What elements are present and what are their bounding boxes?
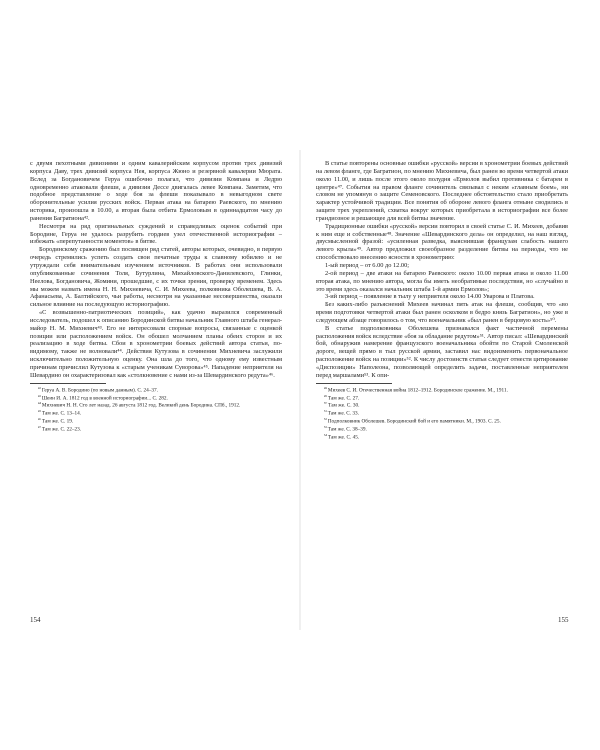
footnote-number: ⁴⁷ bbox=[38, 425, 41, 431]
footnote-number: ⁵⁰ bbox=[324, 401, 328, 407]
right-page-body bbox=[316, 160, 568, 380]
footnote-number: ⁵⁴ bbox=[324, 432, 327, 438]
footnote-number: ⁴⁵ bbox=[38, 409, 41, 415]
left-paragraph-2: Несмотря на ряд оригинальных суждений и справедливых оценок событий при Бородине, Геруа не удалось разрубить гордиев узел отечественной историографии – избежать «перепутанности моментов» в битве. bbox=[30, 222, 282, 246]
footnote bbox=[30, 386, 282, 394]
footnote-text: Там же. С. 27. bbox=[327, 395, 360, 402]
left-footnotes bbox=[30, 383, 282, 433]
footnote-number: ⁴⁴ bbox=[38, 401, 41, 407]
footnote-text: Подполковник Оболешев. Бородинский бой и его памятники. М., 1903. С. 25. bbox=[327, 418, 501, 425]
right-paragraph-2: Традиционные ошибки «русской» версии повторил в своей статье С. И. Михеев, добавив к ним еще и собственные⁴⁸. Значение «Шевардинского дела» он определил, на наш взгляд, двусмысленной фразой: «усиленная разведка, выяснившая французам слабость нашего левого крыла»⁴⁹. Автор предложил своеобразное разделение битвы на периоды, что не способствовало внесению ясности в хронометрию: bbox=[316, 222, 568, 262]
footnote-text: Там же. С. 22–23. bbox=[41, 426, 82, 433]
footnote-text: Там же. С. 33. bbox=[327, 410, 359, 417]
page-number-left: 154 bbox=[30, 616, 41, 624]
footnote-number: ⁴⁶ bbox=[38, 417, 41, 423]
footnote-text: Геруа А. В. Бородино (по новым данным). С. 24–37. bbox=[41, 387, 158, 394]
footnote bbox=[316, 409, 568, 417]
footnote bbox=[316, 394, 568, 402]
footnote bbox=[30, 401, 282, 409]
footnote-number: ⁵³ bbox=[324, 425, 327, 431]
footnote-number: ⁴⁸ bbox=[324, 385, 327, 391]
period-item-3: 3-ий период – появление в тылу у неприятеля около 14.00 Уварова и Платова. bbox=[325, 293, 535, 301]
left-paragraph-1: с двумя пехотными дивизиями и одним кавалерийским корпусом против трех дивизий корпуса Даву, трех дивизий корпуса Нея, корпуса Жюно и резервной кавалерии Мюрата. Вслед за Богдановичем Геруа ошибочно полагал, что дивизии Компана и Ледрю одновременно атаковали флеши, а дивизия Дессе двигалась левее Компана. Заметим, что подобное представление о ходе боя за флеши показывало в невыгодном свете оборонительные усилия русских войск. Первая атака на батарею Раевского, по мнению историка, произошла в 10.00, а вторая была отбита Ермоловым в одиннадцатом часу до ранения Багратиона⁴². bbox=[30, 160, 282, 222]
period-item-1: 1-ый период – от 6.00 до 12.00; bbox=[325, 261, 410, 269]
footnote-text: Шеин И. А. 1812 год в военной историографии... С. 282. bbox=[41, 395, 168, 402]
book-gutter bbox=[299, 150, 301, 630]
footnote bbox=[316, 417, 568, 425]
footnote-divider bbox=[316, 383, 392, 384]
footnote-text: Там же. С. 38–39. bbox=[327, 426, 367, 433]
left-page-body bbox=[30, 160, 282, 380]
footnote-number: ⁴² bbox=[38, 385, 41, 391]
right-paragraph-3: Без каких-либо разъяснений Михеев начинал пять атак на флеши, сообщив, что «во время подготовки четвертой атаки был ранен осколком в бедро князь Багратион», но уже в следующем абзаце говорилось о том, что военачальник «был ранен в берцовую кость»⁵⁰. bbox=[316, 301, 568, 324]
right-paragraph-4: В статье подполковника Оболешева признавался факт частичной перемены расположения войск вследствие «боя за обладание редутом»⁵¹. Автор писал: «Шевардинский бой, обнаружив намерение французского военачальника обойти по Старой Смоленской дороге, вещей прямо в тыл русской армии, заставил нас видоизменить первоначальное расположение войск на позиции»⁵². К числу достоинств статьи следует отнести цитирование «Диспозиции» Наполеона, позволяющей определить задачи, поставленные неприятелем перед маршалами⁵³. К опи- bbox=[316, 324, 568, 379]
footnote bbox=[316, 425, 568, 433]
footnote bbox=[30, 409, 282, 417]
footnote-text: Там же. С. 13–14. bbox=[41, 410, 82, 417]
period-item-2: 2-ой период – две атаки на батарею Раевского: около 10.00 первая атака и около 11.00 вторая атака, по мнению автора, могла бы иметь необратимые последствия, но «случайно в это время здесь оказался начальник штаба 1-й армии Ермолов»; bbox=[316, 269, 568, 293]
footnote bbox=[316, 433, 568, 441]
footnote bbox=[30, 417, 282, 425]
footnote-text: Там же. С. 30. bbox=[328, 403, 360, 409]
footnote-number: ⁴³ bbox=[38, 393, 41, 399]
left-page bbox=[30, 160, 282, 612]
footnote-text: Там же. С. 19. bbox=[41, 418, 74, 425]
right-paragraph-1: В статье повторены основные ошибки «русской» версии в хронометрии боевых действий на левом фланге, где Багратион, по мнению Михневича, был ранен во время четвертой атаки около 11.00, и лишь после этого около полудня «Ермолов выбил противника с батареи в центре»⁴⁷. События на правом фланге сочинитель связывал с неким «главным боем», ни словом не упомянув о защите Семеновского. Последнее обстоятельство стало приобретать характер устойчивой традиции. Все понятия об обороне левого фланга отныне сводились в защите трех укреплений, схватка вокруг которых приобретала в историографии все более грандиозное и решающее для всей битвы значение. bbox=[316, 160, 568, 222]
footnote-text: Михеев С. И. Отечественная война 1812–1912. Бородинское сражение. М., 1911. bbox=[327, 387, 508, 394]
page-number-right: 155 bbox=[558, 616, 569, 624]
footnote-divider bbox=[30, 383, 106, 384]
footnote bbox=[316, 401, 568, 409]
footnote-text: Михневич Н. Н. Сто лет назад. 26 августа 1812 год. Великий день Бородина. СПб., 1912. bbox=[41, 403, 241, 409]
footnote-number: ⁵¹ bbox=[324, 409, 327, 415]
left-paragraph-3: Бородинскому сражению был посвящен ряд статей, авторы которых, очевидно, в первую очередь стремились успеть создать свои печатные труды к славному юбилею и не утруждали себя внимательным изучением источников. В работах они использовали опубликованные сочинения Толя, Бутурлина, Михайловского-Данилевского, Глинки, Неелова, Богдановича, Жомини, прошедшие, с их точки зрения, проверку временем. Здесь мы можем назвать имена Н. Н. Михневича, С. И. Михеева, полковника Оболешева, В. А. Афанасьева, А. Балтийского, чьи работы, несмотря на указанные несовершенства, оказали сильное влияние на последующую историографию. bbox=[30, 246, 282, 309]
footnote-text: Там же. С. 45. bbox=[327, 434, 360, 441]
left-paragraph-4: «С возвышенно-патриотических позиций», как удачно выразился современный исследователь, подошел к описанию Бородинской битвы начальник Главного штаба генерал-майор Н. М. Михневич⁴³. Его не интересовали спорные вопросы, связанные с оценкой позиции или расположением войск. Он обошел молчанием планы обеих сторон и их реализацию в ходе битвы. Сбои в хронометрии боевых действий автора статьи, по-видимому, также не волновали⁴⁴. Действия Кутузова в сочинении Михневича заслужили исключительно положительную оценку. Она шла до того, что одному ему известным причинам причислил Кутузова к «старым ученикам Суворова»⁴⁵. Нападение неприятеля на Шевардино он охарактеризовал как «столкновение с нами из-за Шевардинского редута»⁴⁶. bbox=[30, 309, 282, 379]
footnote bbox=[30, 394, 282, 402]
right-footnotes bbox=[316, 383, 568, 441]
footnote bbox=[316, 386, 568, 394]
footnote-number: ⁴⁹ bbox=[324, 393, 327, 399]
footnote bbox=[30, 425, 282, 433]
right-page bbox=[316, 160, 568, 612]
footnote-number: ⁵² bbox=[324, 417, 327, 423]
